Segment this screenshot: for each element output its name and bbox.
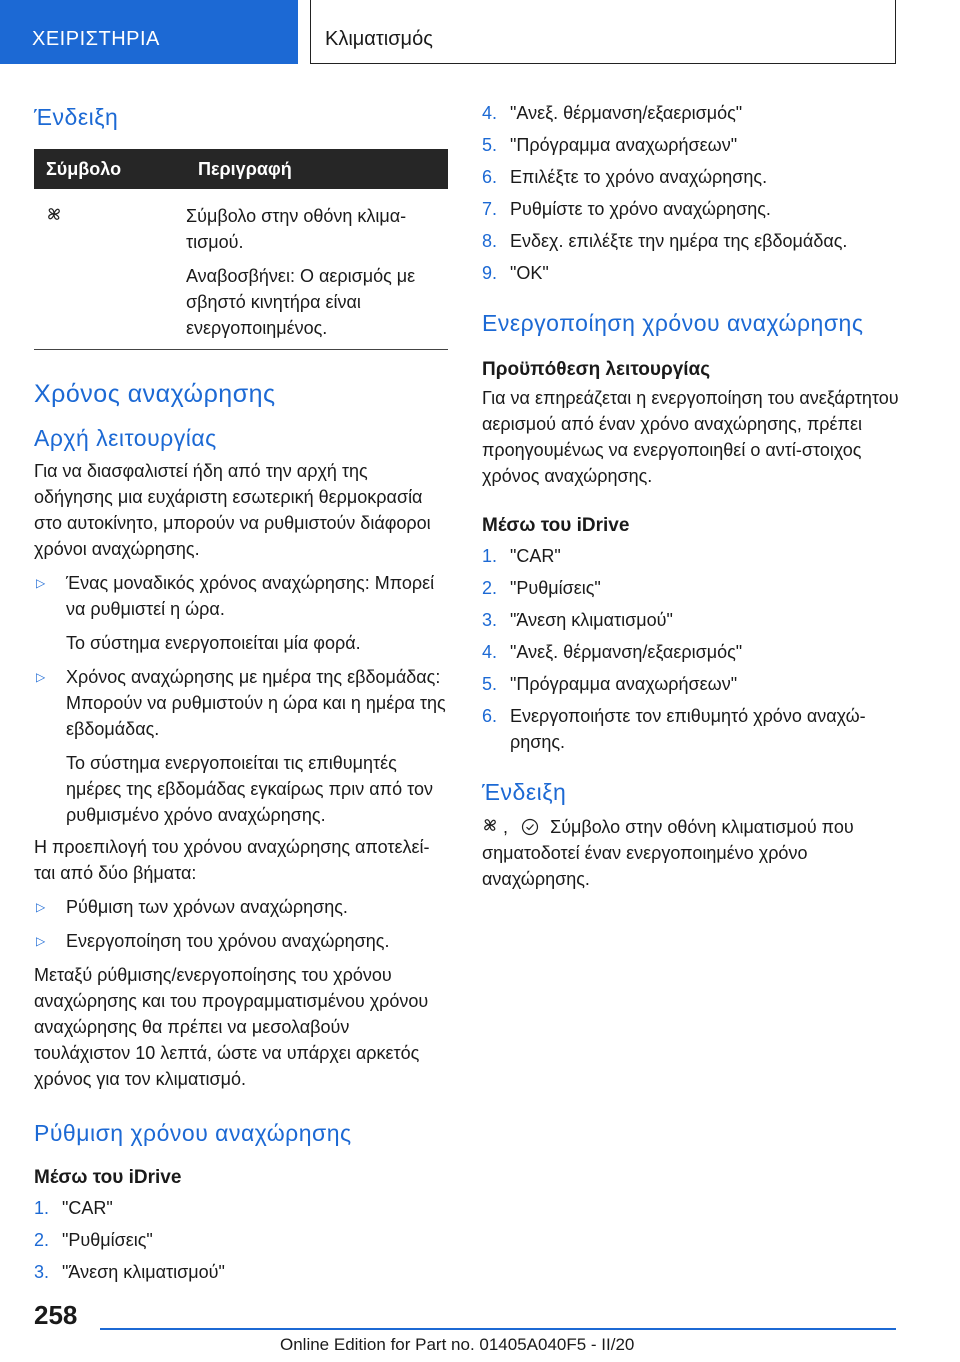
page-number: 258 [34,1300,78,1330]
list-item [482,260,902,286]
table-header-description: Περιγραφή [186,149,448,189]
edition-text: Online Edition for Part no. 01405A040F5 - II/20 [280,1335,635,1354]
idrive-heading-right: Μέσω του iDrive [482,515,630,536]
list-item [482,607,902,633]
principle-heading: Αρχή λειτουργίας [34,425,217,451]
activation-heading: Ενεργοποίηση χρόνου αναχώρησης [482,310,864,336]
step-text: Επιλέξτε το χρόνο αναχώρησης. [510,167,768,187]
bullet-text: Ρύθμιση των χρόνων αναχώρησης. [66,897,348,917]
step-text: "Άνεση κλιματισμού" [62,1262,225,1282]
left-column [34,96,448,1285]
bullet-text: Χρόνος αναχώρησης με ημέρα της εβδομάδας: Μπορούν να ρυθμιστούν η ώρα και η ημέρα της εβδομάδας. [66,667,446,739]
fan-icon [46,203,62,219]
table-header-row [34,149,448,189]
triangle-bullet-icon: ▷ [36,900,46,914]
preset-text: Η προεπιλογή του χρόνου αναχώρησης αποτελεί-ται από δύο βήματα: [34,837,430,883]
bullet-text: Ένας μοναδικός χρόνος αναχώρησης: Μπορεί να ρυθμιστεί η ώρα. [66,573,435,619]
list-item [34,570,448,622]
table-cell-description [186,189,448,350]
triangle-bullet-icon: ▷ [36,670,46,684]
step-number: 5. [482,135,498,155]
table-desc-2: Αναβοσβήνει: Ο αερισμός με σβηστό κινητήρα είναι ενεργοποιημένος. [186,266,416,338]
clock-icon [521,817,539,835]
steps-list [34,1195,448,1285]
indicator-heading-right: Ένδειξη [482,779,567,805]
table-row [34,189,448,350]
page-header [0,0,960,64]
step-text: "CAR" [510,546,561,566]
step-text: Ενεργοποιήστε τον επιθυμητό χρόνο αναχώ-ρησης. [510,706,866,752]
step-text: "Πρόγραμμα αναχωρήσεων" [510,135,738,155]
step-number: 5. [482,674,498,694]
list-item [34,1195,448,1221]
table-header-symbol: Σύμβολο [34,149,186,189]
steps-list-right [482,543,902,755]
step-text: "Ανεξ. θέρμανση/εξαερισμός" [510,642,743,662]
bullet-note: Το σύστημα ενεργοποιείται μία φορά. [66,633,361,653]
step-text: "Άνεση κλιματισμού" [510,610,673,630]
step-text: "Πρόγραμμα αναχωρήσεων" [510,674,738,694]
step-text: "OK" [510,263,549,283]
step-text: Ρυθμίστε το χρόνο αναχώρησης. [510,199,771,219]
list-item [482,196,902,222]
bullet-text: Ενεργοποίηση του χρόνου αναχώρησης. [66,931,390,951]
indicator-paragraph [482,814,902,892]
list-item [482,543,902,569]
idrive-heading: Μέσω του iDrive [34,1167,182,1188]
step-text: "Ρυθμίσεις" [510,578,601,598]
setting-heading: Ρύθμιση χρόνου αναχώρησης [34,1120,352,1146]
indicator-text: Σύμβολο στην οθόνη κλιματισμού που σηματοδοτεί έναν ενεργοποιημένο χρόνο αναχώρησης. [482,817,854,889]
list-item [34,664,448,742]
step-number: 2. [34,1230,50,1250]
symbol-table [34,149,448,350]
list-item [482,575,902,601]
step-number: 9. [482,263,498,283]
step-text: "CAR" [62,1198,113,1218]
prereq-heading: Προϋπόθεση λειτουργίας [482,359,711,380]
interval-text: Μεταξύ ρύθμισης/ενεργοποίησης του χρόνου αναχώρησης και του προγραμματισμένου χρόνου αναχώρησης θα πρέπει να μεσολαβούν τουλάχιστον 10 λεπτά, ώστε να υπάρχει αρκετός χρόνος για τον κλιματισμό. [34,965,429,1089]
step-number: 6. [482,167,498,187]
step-text: Ενδεχ. επιλέξτε την ημέρα της εβδομάδας. [510,231,848,251]
list-item [482,132,902,158]
fan-icon [482,814,498,830]
step-number: 4. [482,103,498,123]
section-tab: ΧΕΙΡΙΣΤΗΡΙΑ [0,0,298,64]
indicator-separator: , [503,817,509,837]
departure-heading: Χρόνος αναχώρησης [34,380,276,408]
step-number: 3. [34,1262,50,1282]
step-text: "Ρυθμίσεις" [62,1230,153,1250]
step-number: 1. [482,546,498,566]
list-item [34,1259,448,1285]
step-number: 7. [482,199,498,219]
list-item [34,1227,448,1253]
list-item [34,928,448,954]
right-column [482,100,902,892]
triangle-bullet-icon: ▷ [36,934,46,948]
prereq-text: Για να επηρεάζεται η ενεργοποίηση του ανεξάρτητου αερισμού από έναν χρόνο αναχώρησης, πρέπει προηγουμένως να ενεργοποιηθεί ο αντί-στοιχος χρόνος αναχώρησης. [482,388,899,486]
table-desc-1: Σύμβολο στην οθόνη κλιμα-τισμού. [186,206,407,252]
step-number: 8. [482,231,498,251]
triangle-bullet-icon: ▷ [36,576,46,590]
bullet-note: Το σύστημα ενεργοποιείται τις επιθυμητές ημέρες της εβδομάδας εγκαίρως πριν από τον ρυθμισμένο χρόνο αναχώρησης. [66,753,433,825]
list-item [482,228,902,254]
list-item [482,100,902,126]
indicator-heading: Ένδειξη [34,104,119,130]
step-number: 3. [482,610,498,630]
list-item [482,639,902,665]
principle-text: Για να διασφαλιστεί ήδη από την αρχή της οδήγησης μια ευχάριστη εσωτερική θερμοκρασία στο αυτοκίνητο, μπορούν να ρυθμιστούν διάφοροι χρόνοι αναχώρησης. [34,461,431,559]
step-text: "Ανεξ. θέρμανση/εξαερισμός" [510,103,743,123]
step-number: 4. [482,642,498,662]
list-item [34,894,448,920]
step-number: 1. [34,1198,50,1218]
step-number: 6. [482,706,498,726]
footer-divider [100,1328,896,1330]
step-number: 2. [482,578,498,598]
list-item [482,703,902,755]
chapter-title: Κλιματισμός [310,0,896,64]
steps-list-continued [482,100,902,286]
table-cell-symbol [34,189,186,350]
list-item [482,164,902,190]
list-item [482,671,902,697]
